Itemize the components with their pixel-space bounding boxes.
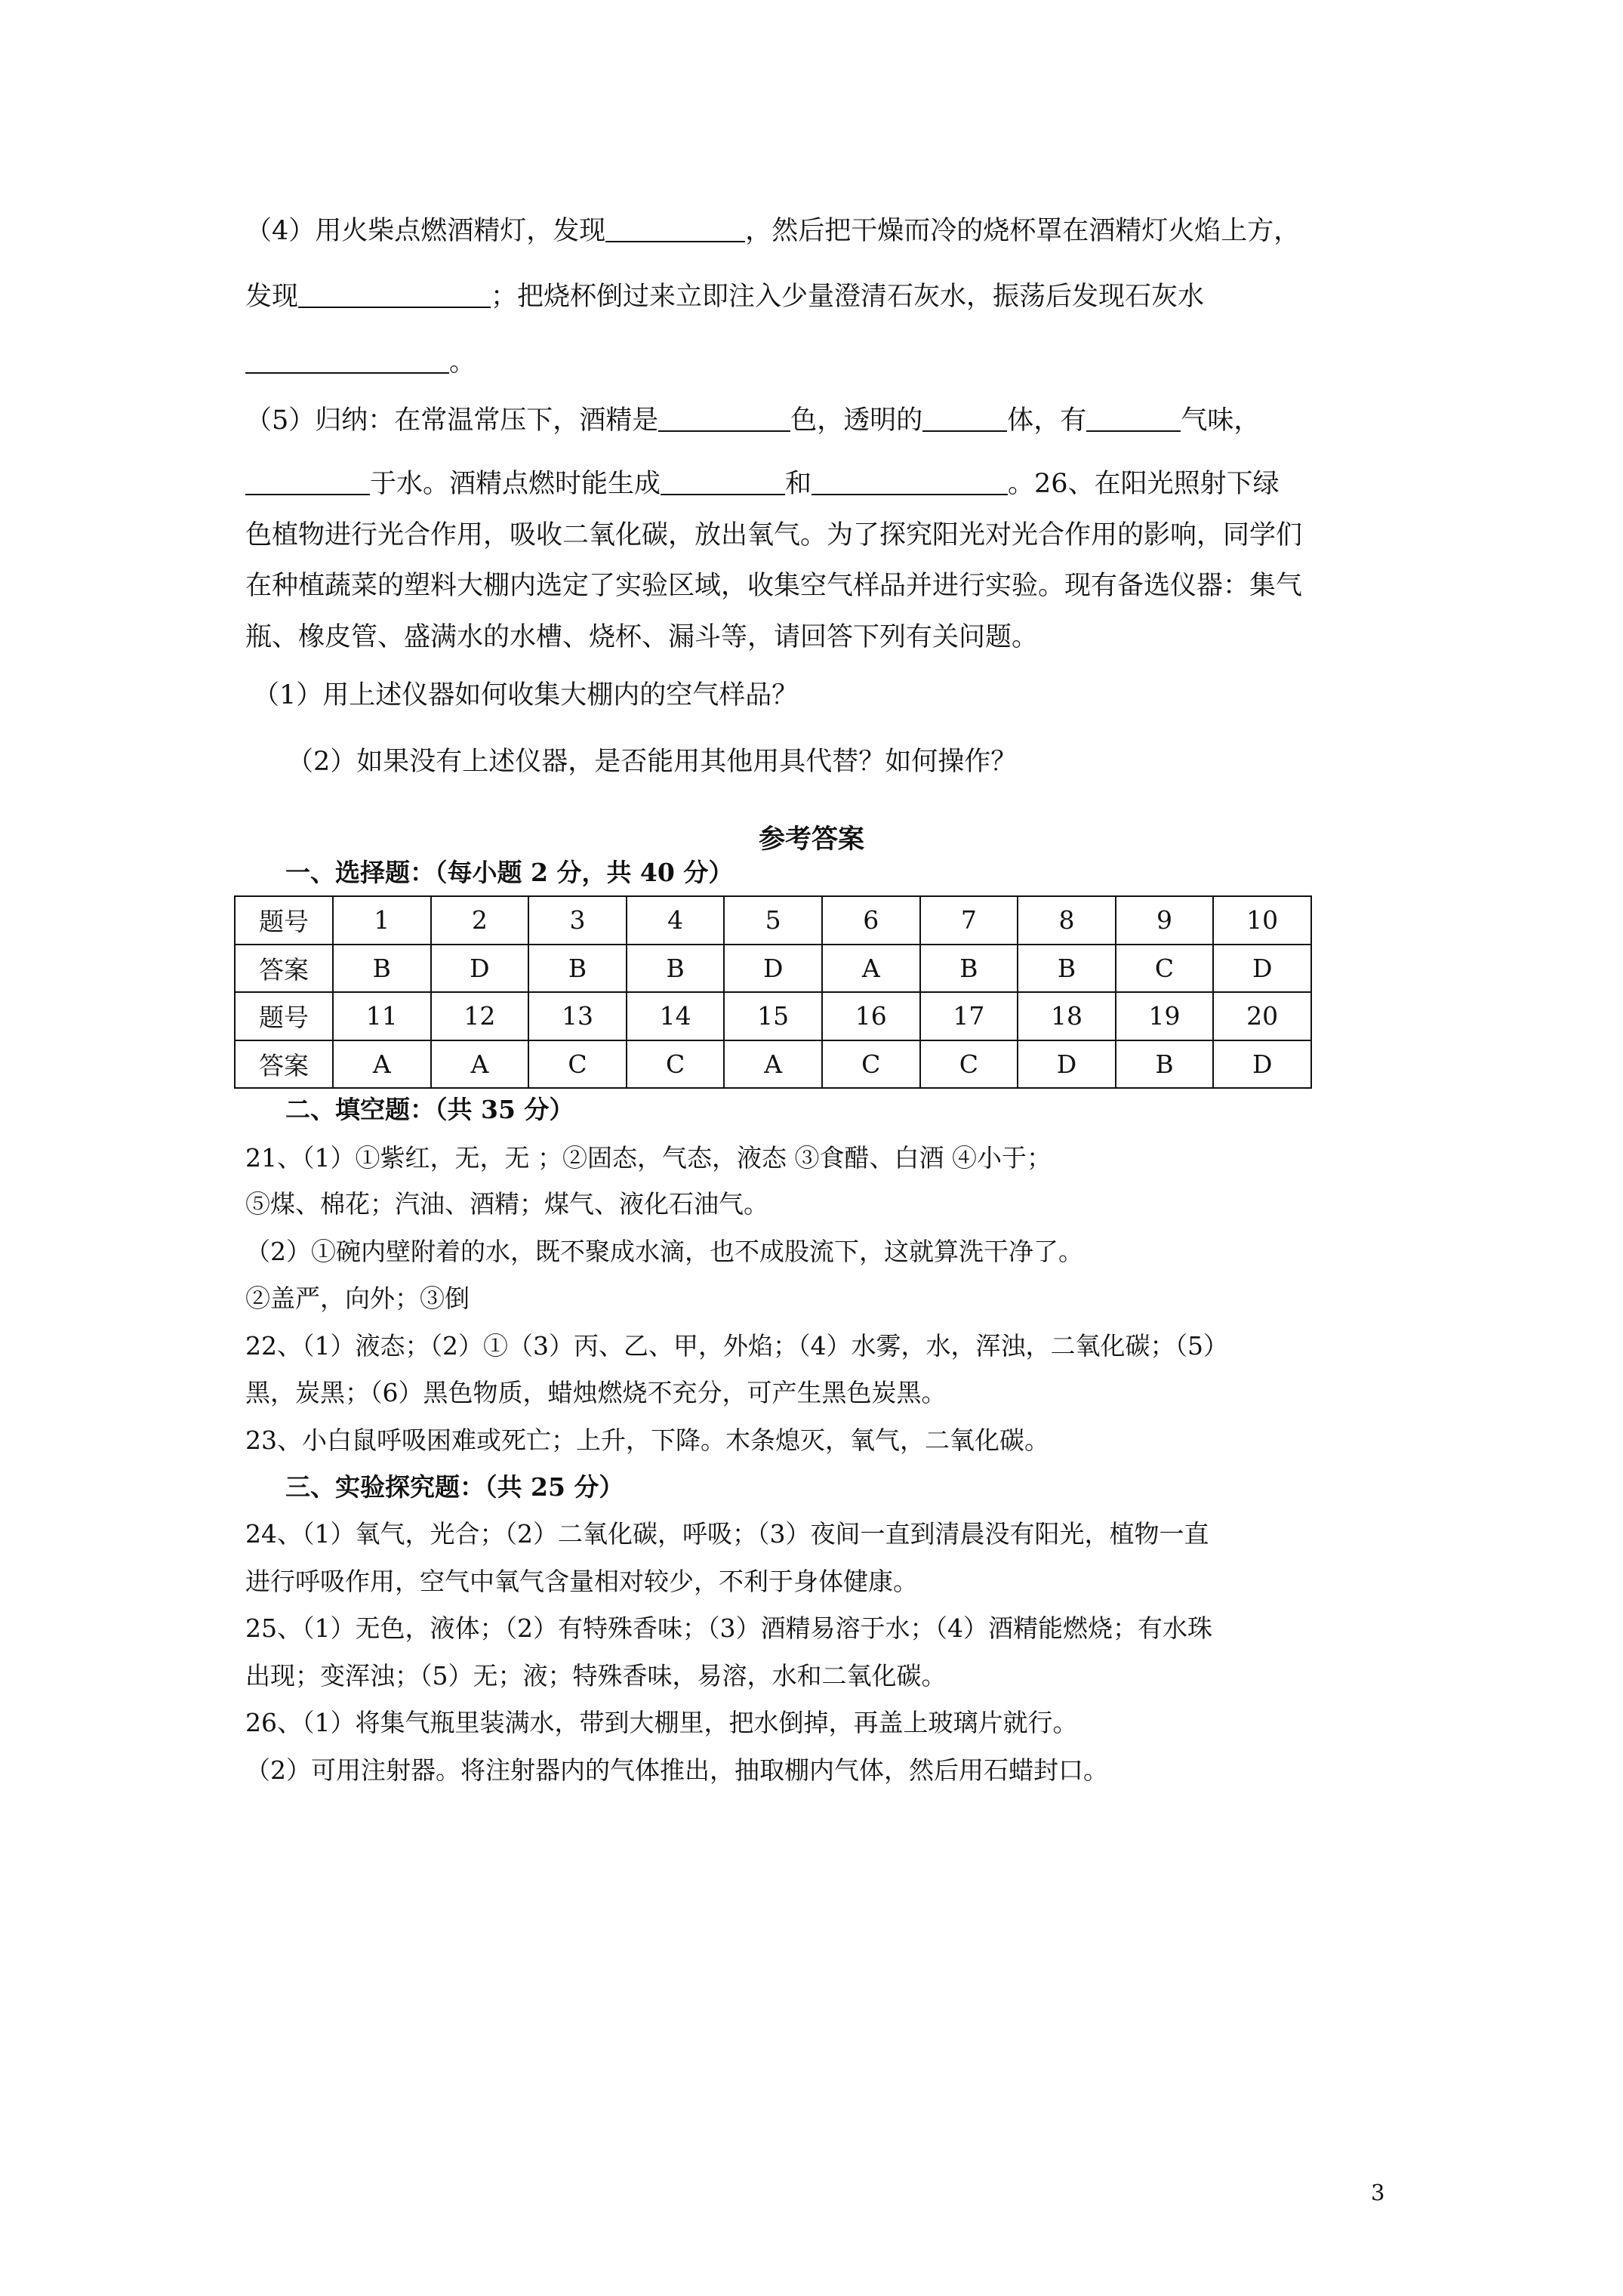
question-line: 色植物进行光合作用，吸收二氧化碳，放出氧气。为了探究阳光对光合作用的影响，同学们 xyxy=(245,520,1303,550)
question-line: 。 xyxy=(245,347,476,378)
table-cell: 5 xyxy=(724,896,822,945)
table-cell: 2 xyxy=(431,896,529,945)
answer-line: 21、（1）①紫红，无，无 ；②固态，气态，液态 ③食醋、白酒 ④小于； xyxy=(245,1143,1052,1173)
table-cell: 8 xyxy=(1018,896,1116,945)
table-cell: 13 xyxy=(528,992,627,1040)
answer-line: 24、（1）氧气，光合；（2）二氧化碳，呼吸；（3）夜间一直到清晨没有阳光，植物一直 xyxy=(245,1519,1209,1549)
fill-blank[interactable] xyxy=(1086,408,1181,432)
table-cell: B xyxy=(920,945,1018,993)
row-label: 答案 xyxy=(235,945,333,993)
answer-line: 23、小白鼠呼吸困难或死亡；上升，下降。木条熄灭，氧气，二氧化碳。 xyxy=(245,1425,1049,1455)
question-line: 在种植蔬菜的塑料大棚内选定了实验区域，收集空气样品并进行实验。现有备选仪器：集气 xyxy=(245,571,1303,601)
question-line: 于水。酒精点燃时能生成 和 。26、在阳光照射下绿 xyxy=(245,468,1280,500)
question-line: 瓶、橡皮管、盛满水的水槽、烧杯、漏斗等，请回答下列有关问题。 xyxy=(245,622,1039,652)
fill-blank[interactable] xyxy=(245,350,449,374)
table-cell: B xyxy=(528,945,627,993)
table-cell: 12 xyxy=(431,992,529,1040)
fill-blank[interactable] xyxy=(922,408,1007,432)
table-cell: D xyxy=(1213,1040,1311,1089)
table-cell: 14 xyxy=(627,992,725,1040)
page-number: 3 xyxy=(1371,2180,1385,2205)
answer-table xyxy=(234,895,1312,1089)
table-cell: 9 xyxy=(1116,896,1214,945)
table-row xyxy=(235,896,1311,945)
table-cell: C xyxy=(920,1040,1018,1089)
fill-blank[interactable] xyxy=(298,284,491,308)
table-cell: D xyxy=(1213,945,1311,993)
table-cell: D xyxy=(1018,1040,1116,1089)
table-cell: A xyxy=(333,1040,431,1089)
answer-line: 出现；变浑浊；（5）无；液；特殊香味，易溶，水和二氧化碳。 xyxy=(245,1661,947,1690)
answer-line: 26、（1）将集气瓶里装满水，带到大棚里，把水倒掉，再盖上玻璃片就行。 xyxy=(245,1708,1078,1737)
table-cell: 10 xyxy=(1213,896,1311,945)
table-cell: 3 xyxy=(528,896,627,945)
table-cell: 18 xyxy=(1018,992,1116,1040)
table-cell: 4 xyxy=(627,896,725,945)
table-cell: C xyxy=(528,1040,627,1089)
table-row xyxy=(235,992,1311,1040)
table-cell: 11 xyxy=(333,992,431,1040)
table-cell: 6 xyxy=(822,896,920,945)
fill-blank[interactable] xyxy=(245,471,370,495)
table-cell: A xyxy=(822,945,920,993)
table-cell: 16 xyxy=(822,992,920,1040)
answer-line: （2）①碗内壁附着的水，既不聚成水滴，也不成股流下，这就算洗干净了。 xyxy=(245,1237,1083,1266)
table-cell: 1 xyxy=(333,896,431,945)
answer-line: ②盖严，向外；③倒 xyxy=(245,1284,470,1313)
table-cell: C xyxy=(822,1040,920,1089)
table-cell: 17 xyxy=(920,992,1018,1040)
table-cell: C xyxy=(627,1040,725,1089)
section-heading: 一、选择题：（每小题 2 分，共 40 分） xyxy=(285,858,734,887)
answer-line: 进行呼吸作用，空气中氧气含量相对较少，不利于身体健康。 xyxy=(245,1567,918,1596)
row-label: 答案 xyxy=(235,1040,333,1089)
table-cell: C xyxy=(1116,945,1214,993)
table-cell: D xyxy=(431,945,529,993)
table-cell: 19 xyxy=(1116,992,1214,1040)
fill-blank[interactable] xyxy=(812,471,1008,495)
answer-title: 参考答案 xyxy=(758,824,864,855)
answer-line: 25、（1）无色，液体；（2）有特殊香味；（3）酒精易溶于水；（4）酒精能燃烧；有水珠 xyxy=(245,1613,1212,1643)
table-cell: A xyxy=(431,1040,529,1089)
table-cell: 15 xyxy=(724,992,822,1040)
answer-line: （2）可用注射器。将注射器内的气体推出，抽取棚内气体，然后用石蜡封口。 xyxy=(245,1755,1108,1785)
answer-line: ⑤煤、棉花；汽油、酒精；煤气、液化石油气。 xyxy=(245,1189,768,1219)
question-line: （4）用火柴点燃酒精灯，发现 ，然后把干燥而冷的烧杯罩在酒精灯火焰上方， xyxy=(245,216,1301,246)
table-row xyxy=(235,945,1311,993)
table-cell: 20 xyxy=(1213,992,1311,1040)
fill-blank[interactable] xyxy=(658,408,790,432)
answer-line: 黑，炭黑；（6）黑色物质，蜡烛燃烧不充分，可产生黑色炭黑。 xyxy=(245,1378,947,1407)
question-line: 发现 ；把烧杯倒过来立即注入少量澄清石灰水，振荡后发现石灰水 xyxy=(245,282,1205,312)
table-cell: B xyxy=(1116,1040,1214,1089)
table-row xyxy=(235,1040,1311,1089)
table-cell: B xyxy=(627,945,725,993)
table-cell: A xyxy=(724,1040,822,1089)
fill-blank[interactable] xyxy=(661,471,785,495)
answer-line: 22、（1）液态；（2）①（3）丙、乙、甲，外焰；（4）水雾，水，浑浊，二氧化碳；（5） xyxy=(245,1331,1228,1361)
table-cell: D xyxy=(724,945,822,993)
section-heading: 三、实验探究题：（共 25 分） xyxy=(285,1472,624,1502)
question-line: （1）用上述仪器如何收集大棚内的空气样品？ xyxy=(253,680,799,710)
question-line: （2）如果没有上述仪器，是否能用其他用具代替？如何操作？ xyxy=(287,747,1018,777)
table-cell: 7 xyxy=(920,896,1018,945)
section-heading: 二、填空题：（共 35 分） xyxy=(285,1095,574,1124)
row-label: 题号 xyxy=(235,896,333,945)
table-cell: B xyxy=(1018,945,1116,993)
fill-blank[interactable] xyxy=(605,218,745,242)
row-label: 题号 xyxy=(235,992,333,1040)
table-cell: B xyxy=(333,945,431,993)
question-line: （5）归纳：在常温常压下，酒精是 色，透明的 体，有 气味， xyxy=(245,405,1261,436)
